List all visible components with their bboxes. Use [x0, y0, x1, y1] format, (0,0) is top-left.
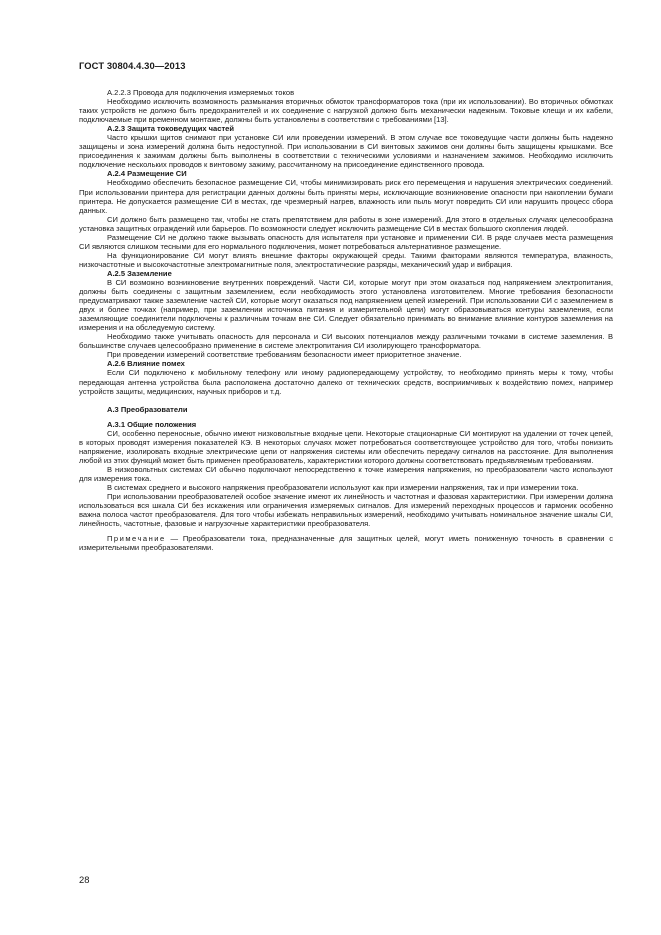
paragraph: Часто крышки щитов снимают при установке СИ или проведении измерений. В этом случае все токоведущие части должны быть надежно защищены и зона измерений должна быть недоступной. При использовании в СИ винтовых зажимов они должны быть защищены крышками. Все присоединения к зажимам должны быть выполнены в соответствии с техническими условиями и назначением зажимов. Необходимо исключить подключение нескольких проводов к винтовому зажиму, рассчитанному на присоединение единственного провода. — [79, 133, 613, 170]
paragraph: На функционирование СИ могут влиять внешние факторы окружающей среды. Такими факторами являются температура, влажность, низкочастотные и высокочастотные электромагнитные поля, электростатические разряды, механический удар и вибрация. — [79, 250, 613, 269]
section-heading: А.2.4 Размещение СИ — [107, 169, 187, 179]
section-heading: А.2.5 Заземление — [107, 268, 172, 278]
paragraph: Если СИ подключено к мобильному телефону или иному радиопередающему устройству, то необходимо принять меры к тому, чтобы передающая антенна устройства была расположена достаточно далеко от технических средств, восприимчивых к воздействию помех, например устройств защиты, медицинских, научных приборов и т.д. — [79, 368, 613, 396]
document-header: ГОСТ 30804.4.30—2013 — [79, 60, 186, 71]
note-text: — Преобразователи тока, предназначенные для защитных целей, могут иметь пониженную точность в сравнении с измерительными преобразователями. — [79, 534, 613, 553]
note-paragraph — [79, 534, 613, 552]
subsection-heading: А.2.2.3 Провода для подключения измеряемых токов — [107, 88, 295, 97]
page-number: 28 — [79, 874, 90, 885]
section-heading: А.2.6 Влияние помех — [107, 359, 185, 369]
paragraph: В низковольтных системах СИ обычно подключают непосредственно к точке измерения напряжения, но преобразователи часто используют для измерения тока. — [79, 464, 613, 483]
paragraph: Необходимо обеспечить безопасное размещение СИ, чтобы минимизировать риск его перемещения и нарушения электрических соединений. При использовании принтера для регистрации данных должны быть приняты меры, исключающие возникновение опасности при накоплении бумаги принтера. Не допускается размещение СИ в местах, где чрезмерный нагрев, влажность или пыль могут повредить СИ или нарушить процесс сбора данных. — [79, 178, 613, 215]
paragraph: При проведении измерений соответствие требованиям безопасности имеет приоритетное значение. — [107, 350, 462, 360]
paragraph: Размещение СИ не должно также вызывать опасность для испытателя при установке и применении СИ. В ряде случаев места размещения СИ являются слишком тесными для его нормального подключения, может потребоваться альтернативное размещение. — [79, 232, 613, 251]
paragraph: СИ, особенно переносные, обычно имеют низковольтные входные цепи. Некоторые стационарные СИ монтируют на удалении от точек цепей, в которых проводят измерения показателей КЭ. В некоторых случаях может потребоваться соответствующее устройство для того, чтобы понизить напряжение, изолировать входные электрические цепи от напряжения системы или обеспечить передачу сигналов на расстояние. Для выполнения любой из этих функций может быть применен преобразователь, характеристики которого должны соответствовать предъявляемым требованиям. — [79, 428, 613, 465]
section-heading: А.2.3 Защита токоведущих частей — [107, 124, 234, 134]
paragraph: В СИ возможно возникновение внутренних повреждений. Части СИ, которые могут при этом оказаться под напряжением электропитания, должны быть соединены с защитным заземлением, если необходимость этого установлена изготовителем. Многие требования безопасности предусматривают также заземление частей СИ, которые могут оказаться под напряжением цепей измерений. При использовании СИ с заземлением в двух и более точках (например, при заземлении источника питания и измерительной цепи) могут образовываться контуры заземления, если заземляющие соединители подключены к различным точкам вне СИ. Следует обязательно принимать во внимание влияние контуров заземления на измерения и на обследуемую систему. — [79, 277, 613, 333]
paragraph: В системах среднего и высокого напряжения преобразователи используют как при измерении напряжения, так и при измерении тока. — [107, 482, 579, 492]
section-heading: А.3.1 Общие положения — [107, 419, 197, 429]
note-label: Примечание — [107, 534, 166, 544]
paragraph: Необходимо также учитывать опасность для персонала и СИ высоких потенциалов между различными точками в системе заземления. В большинстве случаев целесообразно применение в системе электропитания СИ изолирующего трансформатора. — [79, 332, 613, 351]
paragraph: При использовании преобразователей особое значение имеют их линейность и частотная и фазовая характеристики. При измерении должна использоваться вся шкала СИ без искажения или ограничения измеряемых сигналов. Для измерений переходных процессов и гармоник особенно важна полоса частот преобразователя. Для того чтобы избежать неправильных измерений, необходимо учитывать номинальное значение шкалы СИ, линейность, частотные, фазовые и нагрузочные характеристики преобразователя. — [79, 492, 613, 529]
document-body — [79, 88, 613, 552]
paragraph: Необходимо исключить возможность размыкания вторичных обмоток трансформаторов тока (при их использовании). Во вторичных обмотках таких устройств не должно быть предохранителей и их соединение с нагрузкой должно быть механически надежным. Токовые клещи и их кабели, подключаемые при временном монтаже, должны быть установлены в соответствии с требованиями [13]. — [79, 97, 613, 125]
section-heading: А.3 Преобразователи — [107, 404, 188, 414]
paragraph: СИ должно быть размещено так, чтобы не стать препятствием для работы в зоне измерений. Для этого в отдельных случаях целесообразна установка защитных ограждений или барьеров. По возможности следует исключить размещение СИ в местах большого скопления людей. — [79, 214, 613, 233]
